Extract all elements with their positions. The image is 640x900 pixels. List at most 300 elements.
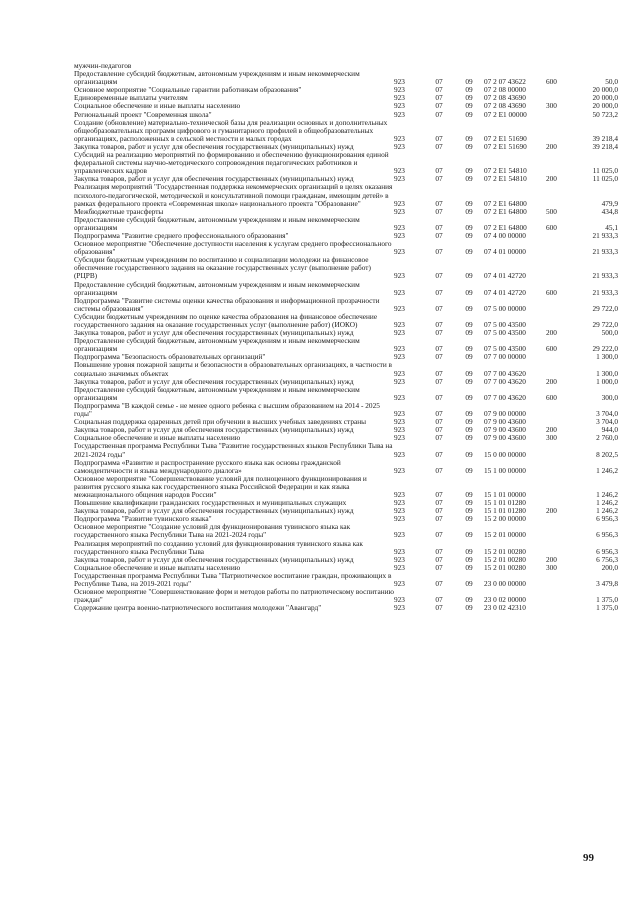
- row-section-code: 07: [435, 506, 443, 516]
- row-expense-type-code: [546, 256, 573, 280]
- row-subsection-code: 09: [465, 352, 473, 362]
- row-expense-type-code: 200: [546, 425, 557, 435]
- row-section-code: 07: [435, 109, 443, 119]
- row-section-code: 07: [435, 514, 443, 524]
- row-target-article-code: 07 2 E1 54810: [484, 174, 527, 184]
- row-subsection-code: 09: [465, 166, 473, 176]
- row-amount: 500,0: [601, 328, 618, 338]
- row-subsection-code: 09: [465, 206, 473, 216]
- row-target-article-code: 07 7 00 00000: [484, 352, 526, 362]
- row-section-code: 07: [435, 328, 443, 338]
- row-grbs-code: 923: [394, 498, 405, 508]
- row-amount: 8 202,5: [596, 449, 618, 459]
- row-amount: 11 025,0: [592, 174, 618, 184]
- row-expense-type-code: [546, 540, 573, 556]
- row-target-article-code: 15 2 01 00280: [484, 546, 526, 556]
- table-row: [74, 70, 618, 86]
- row-grbs-code: 923: [394, 579, 405, 588]
- row-amount: 21 933,3: [592, 287, 618, 297]
- row-expense-type-code: 500: [546, 206, 557, 216]
- row-target-article-code: 15 1 01 01280: [484, 506, 526, 516]
- row-name: Основное мероприятие "Обеспечение доступности населения к услугам среднего профессионального образования": [74, 239, 392, 257]
- row-target-article-code: 07 9 00 00000: [484, 409, 526, 419]
- row-amount: 29 222,0: [592, 344, 618, 354]
- table-row: [74, 151, 618, 175]
- row-subsection-code: 09: [465, 498, 473, 508]
- row-grbs-code: 923: [394, 133, 405, 143]
- table-row: [74, 540, 618, 556]
- row-target-article-code: 15 1 01 01280: [484, 498, 526, 508]
- row-section-code: 07: [435, 174, 443, 184]
- row-name: Предоставление субсидий бюджетным, автономным учреждениям и иным некоммерческим организациям: [74, 69, 360, 87]
- row-target-article-code: 07 5 00 43500: [484, 328, 526, 338]
- row-amount: 45,1: [605, 222, 618, 232]
- row-grbs-code: 923: [394, 77, 405, 87]
- table-row: [74, 281, 618, 297]
- row-subsection-code: 09: [465, 141, 473, 151]
- row-section-code: 07: [435, 433, 443, 443]
- row-subsection-code: 09: [465, 77, 473, 87]
- row-name: Единовременные выплаты учителям: [74, 93, 188, 103]
- row-section-code: 07: [435, 287, 443, 297]
- row-target-article-code: 23 0 02 00000: [484, 595, 526, 605]
- row-amount: 3 704,0: [596, 409, 618, 419]
- row-subsection-code: 09: [465, 562, 473, 572]
- row-target-article-code: 07 2 E1 00000: [484, 109, 527, 119]
- row-grbs-code: 923: [394, 271, 405, 281]
- row-name: Закупка товаров, работ и услуг для обеспечения государственных (муниципальных) нужд: [74, 174, 354, 184]
- row-target-article-code: 07 2 08 43690: [484, 101, 526, 111]
- row-grbs-code: 923: [394, 417, 405, 427]
- row-section-code: 07: [435, 449, 443, 459]
- row-section-code: 07: [435, 579, 443, 588]
- row-subsection-code: 09: [465, 287, 473, 297]
- row-name: Повышение уровня пожарной защиты и безопасности в образовательных организациях, в частности в социально значимых объектах: [74, 360, 392, 378]
- row-amount: 20 000,0: [592, 85, 618, 95]
- row-amount: 479,9: [601, 198, 618, 208]
- row-grbs-code: 923: [394, 93, 405, 103]
- table-row: [74, 523, 618, 539]
- row-target-article-code: 23 0 02 42310: [484, 603, 526, 613]
- row-amount: 21 933,3: [592, 247, 618, 257]
- table-row: [74, 442, 618, 458]
- row-amount: 21 933,3: [592, 271, 618, 281]
- row-expense-type-code: 300: [546, 433, 557, 443]
- row-grbs-code: 923: [394, 425, 405, 435]
- row-target-article-code: 07 9 00 43600: [484, 417, 526, 427]
- row-target-article-code: 07 7 00 43620: [484, 368, 526, 378]
- row-expense-type-code: [546, 523, 573, 539]
- row-expense-type-code: [546, 588, 573, 604]
- row-target-article-code: 15 2 01 00280: [484, 562, 526, 572]
- row-subsection-code: 09: [465, 133, 473, 143]
- row-subsection-code: 09: [465, 392, 473, 402]
- row-grbs-code: 923: [394, 352, 405, 362]
- row-section-code: 07: [435, 465, 443, 475]
- row-target-article-code: 07 9 00 43600: [484, 433, 526, 443]
- row-target-article-code: 07 2 08 00000: [484, 85, 526, 95]
- row-amount: 200,0: [601, 562, 618, 572]
- row-section-code: 07: [435, 392, 443, 402]
- table-row: [74, 313, 618, 329]
- row-expense-type-code: 200: [546, 554, 557, 564]
- row-section-code: 07: [435, 77, 443, 87]
- row-grbs-code: 923: [394, 595, 405, 605]
- table-row: [74, 297, 618, 313]
- row-section-code: 07: [435, 320, 443, 329]
- row-grbs-code: 923: [394, 554, 405, 564]
- row-section-code: [424, 62, 454, 70]
- row-target-article-code: 07 2 E1 54810: [484, 166, 527, 176]
- row-expense-type-code: [546, 515, 573, 523]
- row-target-article-code: 07 4 01 42720: [484, 271, 526, 281]
- row-grbs-code: 923: [394, 546, 405, 556]
- row-name: Предоставление субсидий бюджетным, автономным учреждениям и иным некоммерческим организациям: [74, 214, 360, 232]
- row-grbs-code: 923: [394, 392, 405, 402]
- row-name: Подпрограмма "Развитие тувинского языка": [74, 514, 212, 524]
- row-expense-type-code: 200: [546, 174, 557, 184]
- row-expense-type-code: 600: [546, 222, 557, 232]
- row-amount: 20 000,0: [592, 93, 618, 103]
- row-amount: 6 956,3: [596, 546, 618, 556]
- row-expense-type-code: [546, 240, 573, 256]
- row-subsection-code: 09: [465, 449, 473, 459]
- row-name: Подпрограмма "Безопасность образовательных организаций": [74, 352, 266, 362]
- row-expense-type-code: [546, 151, 573, 175]
- row-subsection-code: 09: [465, 271, 473, 281]
- row-expense-type-code: 300: [546, 101, 557, 111]
- row-target-article-code: 07 5 00 43500: [484, 344, 526, 354]
- row-subsection-code: 09: [465, 465, 473, 475]
- row-grbs-code: 923: [394, 85, 405, 95]
- row-section-code: 07: [435, 230, 443, 240]
- row-subsection-code: 09: [465, 603, 473, 613]
- row-section-code: 07: [435, 554, 443, 564]
- row-section-code: 07: [435, 530, 443, 540]
- row-section-code: 07: [435, 603, 443, 613]
- row-section-code: 07: [435, 85, 443, 95]
- row-subsection-code: 09: [465, 109, 473, 119]
- row-name: Создание (обновление) материально-технической базы для реализации основных и дополнительных общеобразовательных программ цифрового и гуманитарного профилей в общеобразовательных организациях, расположенных в сельской местности и малых городах: [74, 117, 388, 143]
- row-target-article-code: [484, 62, 546, 70]
- row-subsection-code: 09: [465, 85, 473, 95]
- row-expense-type-code: 600: [546, 392, 557, 402]
- row-grbs-code: 923: [394, 409, 405, 419]
- row-name: Предоставление субсидий бюджетным, автономным учреждениям и иным некоммерческим организациям: [74, 384, 360, 402]
- row-grbs-code: 923: [394, 222, 405, 232]
- row-expense-type-code: [546, 572, 573, 588]
- row-expense-type-code: 600: [546, 77, 557, 87]
- row-target-article-code: 07 2 08 43690: [484, 93, 526, 103]
- row-name: Закупка товаров, работ и услуг для обеспечения государственных (муниципальных) нужд: [74, 554, 354, 564]
- row-section-code: 07: [435, 344, 443, 354]
- row-subsection-code: 09: [465, 409, 473, 419]
- row-name: Социальное обеспечение и иные выплаты населению: [74, 101, 241, 111]
- row-subsection-code: 09: [465, 554, 473, 564]
- table-row: [74, 361, 618, 377]
- row-grbs-code: [394, 62, 424, 70]
- row-amount: 29 722,0: [592, 303, 618, 313]
- row-grbs-code: 923: [394, 562, 405, 572]
- row-section-code: 07: [435, 498, 443, 508]
- table-row: [74, 119, 618, 143]
- row-section-code: 07: [435, 546, 443, 556]
- table-row: [74, 183, 618, 207]
- row-expense-type-code: [546, 62, 573, 70]
- row-grbs-code: 923: [394, 433, 405, 443]
- row-amount: 11 025,0: [592, 166, 618, 176]
- row-name: Предоставление субсидий бюджетным, автономным учреждениям и иным некоммерческим организациям: [74, 336, 360, 354]
- row-grbs-code: 923: [394, 465, 405, 475]
- row-amount: 39 218,4: [592, 141, 618, 151]
- budget-table-body: [74, 62, 618, 612]
- row-grbs-code: 923: [394, 506, 405, 516]
- row-amount: 6 756,3: [596, 554, 618, 564]
- row-section-code: 07: [435, 141, 443, 151]
- row-expense-type-code: [546, 183, 573, 207]
- row-amount: 2 760,0: [596, 433, 618, 443]
- row-grbs-code: 923: [394, 489, 405, 499]
- row-amount: 29 722,0: [592, 320, 618, 329]
- row-grbs-code: 923: [394, 449, 405, 459]
- row-section-code: 07: [435, 206, 443, 216]
- row-grbs-code: 923: [394, 141, 405, 151]
- row-name: Государственная программа Республики Тыва "Патриотическое воспитание граждан, проживающих в Республике Тыва, на 2019-2021 годы": [74, 570, 392, 588]
- row-amount: 1 375,0: [596, 603, 618, 613]
- row-expense-type-code: 200: [546, 328, 557, 338]
- row-grbs-code: 923: [394, 368, 405, 378]
- row-name: Основное мероприятие "Создание условий для функционирования тувинского языка как государственного языка Республики Тыва на 2021-2024 годы": [74, 522, 351, 540]
- row-amount: 1 246,2: [596, 465, 618, 475]
- row-subsection-code: 09: [465, 247, 473, 257]
- row-subsection-code: 09: [465, 595, 473, 605]
- table-row: [74, 256, 618, 280]
- row-section-code: 07: [435, 303, 443, 313]
- row-target-article-code: 07 2 07 43622: [484, 77, 526, 87]
- row-expense-type-code: [546, 604, 573, 612]
- row-name: Межбюджетные трансферты: [74, 206, 164, 216]
- row-section-code: 07: [435, 595, 443, 605]
- row-name: Подпрограмма "Развитие среднего профессионального образования": [74, 230, 289, 240]
- row-name: Основное мероприятие "Совершенствование условий для полноценного функционирования и развития русского языка как государственного языка Российской Федерации и как языка межнационального общения народов России": [74, 473, 367, 499]
- row-name: Субсидии бюджетным учреждениям по воспитанию и социализации молодежи на финансовое обеспечение государственного задания на оказание государственных услуг (выполнение работ) (РЦРВ): [74, 255, 371, 281]
- row-amount: 1 246,2: [596, 506, 618, 516]
- row-grbs-code: 923: [394, 376, 405, 386]
- row-amount: 1 246,2: [596, 489, 618, 499]
- row-amount: 434,8: [601, 206, 618, 216]
- table-row: [74, 459, 618, 475]
- row-name: Закупка товаров, работ и услуг для обеспечения государственных (муниципальных) нужд: [74, 506, 354, 516]
- row-target-article-code: 15 0 00 00000: [484, 449, 526, 459]
- row-target-article-code: 15 1 00 00000: [484, 465, 526, 475]
- row-expense-type-code: 200: [546, 376, 557, 386]
- row-section-code: 07: [435, 417, 443, 427]
- row-subsection-code: 09: [465, 174, 473, 184]
- row-name: Закупка товаров, работ и услуг для обеспечения государственных (муниципальных) нужд: [74, 376, 354, 386]
- row-amount: 1 000,0: [596, 376, 618, 386]
- row-grbs-code: 923: [394, 303, 405, 313]
- row-subsection-code: 09: [465, 93, 473, 103]
- row-target-article-code: 07 7 00 43620: [484, 392, 526, 402]
- row-subsection-code: 09: [465, 530, 473, 540]
- row-target-article-code: 15 1 01 00000: [484, 489, 526, 499]
- row-subsection-code: 09: [465, 230, 473, 240]
- row-name: мужчин-педагогов: [74, 61, 132, 70]
- row-section-code: 07: [435, 489, 443, 499]
- table-row: [74, 240, 618, 256]
- row-subsection-code: [454, 62, 484, 70]
- row-grbs-code: 923: [394, 514, 405, 524]
- row-subsection-code: 09: [465, 546, 473, 556]
- row-name: Региональный проект "Современная школа": [74, 109, 212, 119]
- row-section-code: 07: [435, 562, 443, 572]
- row-expense-type-code: [546, 313, 573, 329]
- row-amount: [573, 62, 618, 70]
- row-subsection-code: 09: [465, 101, 473, 111]
- row-grbs-code: 923: [394, 230, 405, 240]
- row-subsection-code: 09: [465, 320, 473, 329]
- row-grbs-code: 923: [394, 206, 405, 216]
- row-section-code: 07: [435, 425, 443, 435]
- row-amount: 3 479,8: [596, 579, 618, 588]
- row-grbs-code: 923: [394, 530, 405, 540]
- row-name: Реализация мероприятий по созданию условий для функционирования тувинского языка как государственного языка Республики Тыва: [74, 538, 363, 556]
- row-amount: 944,0: [601, 425, 618, 435]
- row-name: Социальное обеспечение и иные выплаты населению: [74, 562, 241, 572]
- row-expense-type-code: [546, 86, 573, 94]
- row-subsection-code: 09: [465, 579, 473, 588]
- row-target-article-code: 07 7 00 43620: [484, 376, 526, 386]
- row-grbs-code: 923: [394, 344, 405, 354]
- row-name: Закупка товаров, работ и услуг для обеспечения государственных (муниципальных) нужд: [74, 425, 354, 435]
- row-amount: 50 723,2: [592, 109, 618, 119]
- row-grbs-code: 923: [394, 328, 405, 338]
- table-row: [74, 386, 618, 402]
- row-target-article-code: 07 9 00 43600: [484, 425, 526, 435]
- row-expense-type-code: [546, 361, 573, 377]
- row-target-article-code: 07 2 E1 51690: [484, 141, 527, 151]
- row-name: Закупка товаров, работ и услуг для обеспечения государственных (муниципальных) нужд: [74, 141, 354, 151]
- row-grbs-code: 923: [394, 109, 405, 119]
- row-subsection-code: 09: [465, 489, 473, 499]
- row-grbs-code: 923: [394, 198, 405, 208]
- row-expense-type-code: 200: [546, 141, 557, 151]
- row-expense-type-code: [546, 475, 573, 499]
- row-amount: 3 704,0: [596, 417, 618, 427]
- row-name: Подпрограмма «Развитие и распространение русского языка как основы гражданской самоидентичности и языка международного диалога»: [74, 457, 341, 475]
- row-name: Государственная программа Республики Тыва "Развитие государственных языков Республики Тыва на 2021-2024 годы": [74, 441, 393, 459]
- row-grbs-code: 923: [394, 174, 405, 184]
- table-row: [74, 475, 618, 499]
- row-section-code: 07: [435, 93, 443, 103]
- table-row: [74, 402, 618, 418]
- row-name: Социальная поддержка одаренных детей при обучении в высших учебных заведениях страны: [74, 417, 367, 427]
- row-target-article-code: 15 2 01 00280: [484, 554, 526, 564]
- row-expense-type-code: [546, 119, 573, 143]
- row-target-article-code: 15 2 00 00000: [484, 514, 526, 524]
- row-subsection-code: 09: [465, 368, 473, 378]
- row-subsection-code: 09: [465, 417, 473, 427]
- row-target-article-code: 07 4 01 00000: [484, 247, 526, 257]
- row-expense-type-code: [546, 111, 573, 119]
- row-target-article-code: 07 2 E1 51690: [484, 133, 527, 143]
- row-subsection-code: 09: [465, 198, 473, 208]
- table-row: [74, 572, 618, 588]
- row-amount: 300,0: [601, 392, 618, 402]
- row-grbs-code: 923: [394, 603, 405, 613]
- row-amount: 50,0: [605, 77, 618, 87]
- row-expense-type-code: [546, 442, 573, 458]
- row-name: Социальное обеспечение и иные выплаты населению: [74, 433, 241, 443]
- row-name: Субсидии бюджетным учреждениям по оценке качества образования на финансовое обеспечение государственного задания на оказание государственных услуг (выполнение работ) (ИОКО): [74, 311, 378, 329]
- row-amount: 20 000,0: [592, 101, 618, 111]
- row-section-code: 07: [435, 247, 443, 257]
- row-section-code: 07: [435, 376, 443, 386]
- row-section-code: 07: [435, 101, 443, 111]
- row-subsection-code: 09: [465, 433, 473, 443]
- row-name: Предоставление субсидий бюджетным, автономным учреждениям и иным некоммерческим организациям: [74, 279, 360, 297]
- row-subsection-code: 09: [465, 303, 473, 313]
- row-name: Подпрограмма "В каждой семье - не менее одного ребенка с высшим образованием на 2014 - 2025 годы": [74, 400, 380, 419]
- row-section-code: 07: [435, 368, 443, 378]
- row-target-article-code: 07 2 E1 64800: [484, 198, 527, 208]
- row-expense-type-code: [546, 353, 573, 361]
- row-grbs-code: 923: [394, 101, 405, 111]
- row-amount: 21 933,3: [592, 230, 618, 240]
- row-name: Реализация мероприятий "Государственная поддержка некоммерческих организаций в целях оказания психолого-педагогической, методической и консультативной помощи гражданам, имеющим детей» в рамках федерального проекта «Современная школа» национального проекта "Образование": [74, 182, 393, 208]
- row-amount: 39 218,4: [592, 133, 618, 143]
- row-expense-type-code: 200: [546, 506, 557, 516]
- table-row: [74, 604, 618, 612]
- row-target-article-code: 07 2 E1 64800: [484, 222, 527, 232]
- row-name: Основное мероприятие "Социальные гарантии работникам образования": [74, 85, 302, 95]
- row-amount: 1 300,0: [596, 368, 618, 378]
- row-expense-type-code: [546, 232, 573, 240]
- row-section-code: 07: [435, 198, 443, 208]
- row-section-code: 07: [435, 352, 443, 362]
- row-subsection-code: 09: [465, 328, 473, 338]
- row-target-article-code: 07 2 E1 64800: [484, 206, 527, 216]
- row-target-article-code: 07 5 00 43500: [484, 320, 526, 329]
- row-subsection-code: 09: [465, 425, 473, 435]
- budget-table: [74, 62, 618, 612]
- row-grbs-code: 923: [394, 320, 405, 329]
- row-subsection-code: 09: [465, 376, 473, 386]
- row-amount: 6 956,3: [596, 530, 618, 540]
- row-expense-type-code: 600: [546, 344, 557, 354]
- row-subsection-code: 09: [465, 222, 473, 232]
- row-expense-type-code: [546, 459, 573, 475]
- row-expense-type-code: [546, 297, 573, 313]
- row-target-article-code: 07 5 00 00000: [484, 303, 526, 313]
- row-subsection-code: 09: [465, 344, 473, 354]
- row-name: Основное мероприятие "Совершенствование форм и методов работы по патриотическому воспитанию граждан": [74, 587, 394, 605]
- row-section-code: 07: [435, 409, 443, 419]
- page-number: 99: [583, 852, 594, 864]
- row-name: Повышение квалификации гражданских государственных и муниципальных служащих: [74, 498, 347, 508]
- row-grbs-code: 923: [394, 287, 405, 297]
- row-subsection-code: 09: [465, 514, 473, 524]
- row-amount: 1 300,0: [596, 352, 618, 362]
- table-row: [74, 588, 618, 604]
- row-amount: 6 956,3: [596, 514, 618, 524]
- row-expense-type-code: 600: [546, 287, 557, 297]
- row-target-article-code: 07 4 00 00000: [484, 230, 526, 240]
- row-grbs-code: 923: [394, 166, 405, 176]
- row-expense-type-code: [546, 402, 573, 418]
- row-grbs-code: 923: [394, 247, 405, 257]
- row-name: Субсидий на реализацию мероприятий по формированию и обеспечению функционирования единой федеральной системы научно-методического сопровождения педагогических работников и управленческих кадров: [74, 150, 389, 176]
